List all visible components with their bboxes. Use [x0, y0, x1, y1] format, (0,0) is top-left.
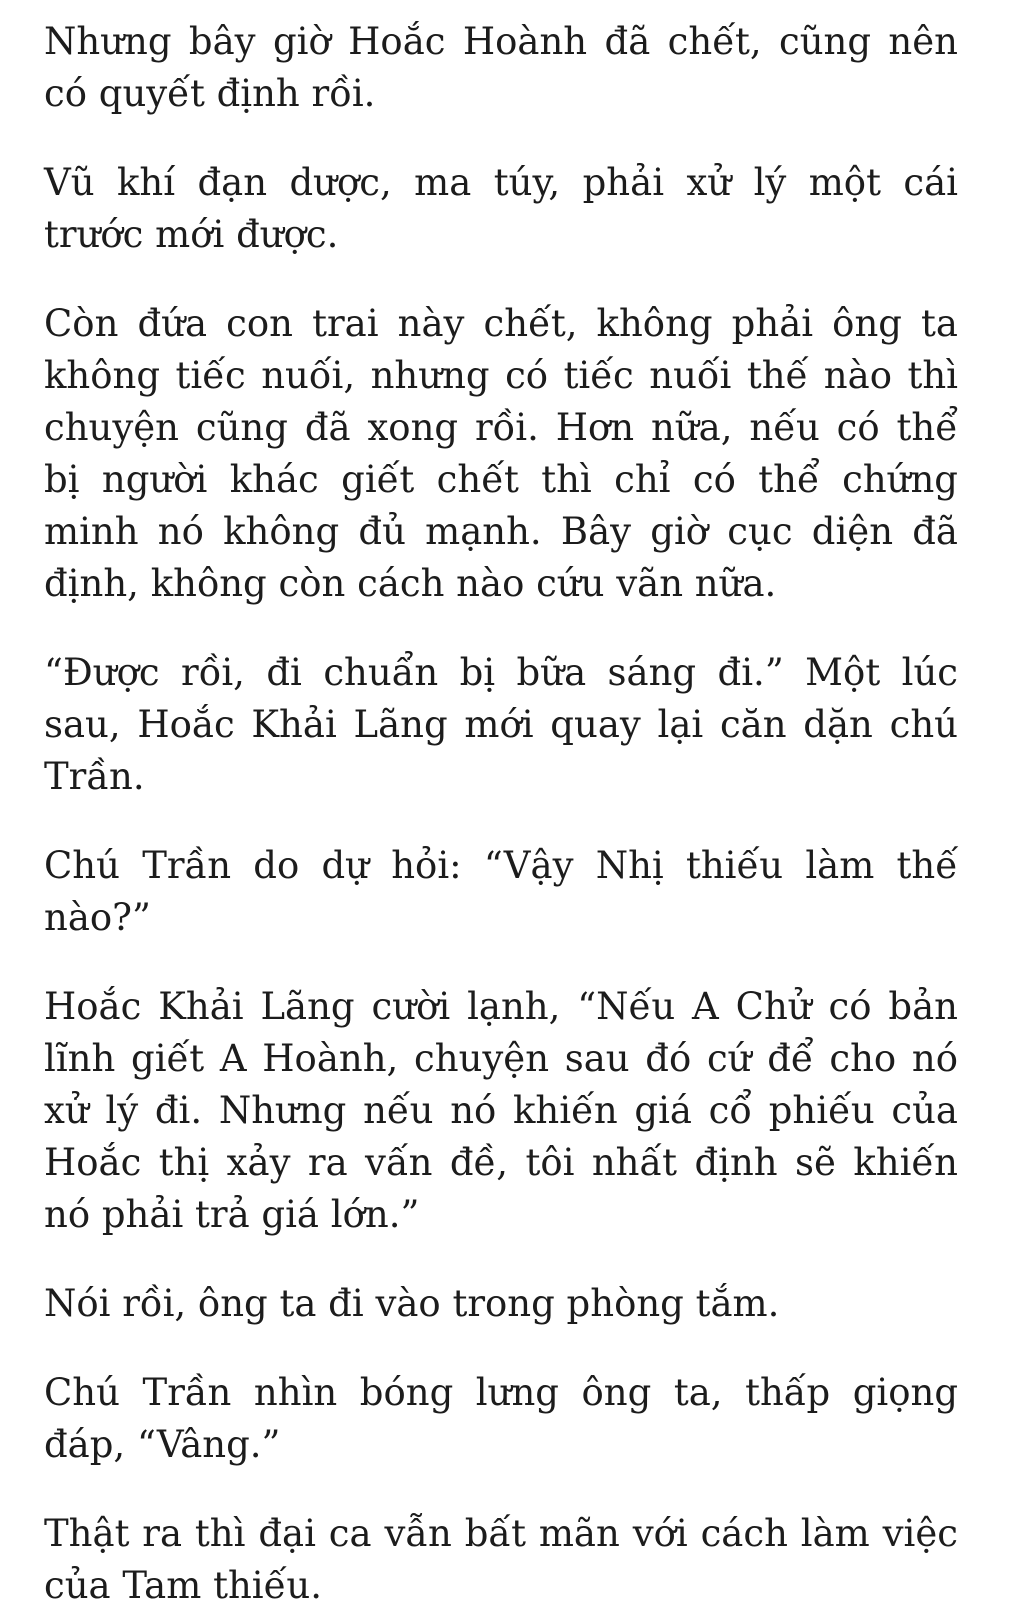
paragraph: Thật ra thì đại ca vẫn bất mãn với cách làm việc của Tam thiếu. — [44, 1512, 958, 1607]
paragraph: Chú Trần do dự hỏi: “Vậy Nhị thiếu làm thế nào?” — [44, 844, 958, 939]
paragraph: Nói rồi, ông ta đi vào trong phòng tắm. — [44, 1282, 780, 1325]
paragraph: “Được rồi, đi chuẩn bị bữa sáng đi.” Một lúc sau, Hoắc Khải Lãng mới quay lại căn dặn chú Trần. — [44, 651, 958, 798]
paragraph: Chú Trần nhìn bóng lưng ông ta, thấp giọng đáp, “Vâng.” — [44, 1371, 958, 1466]
paragraph: Còn đứa con trai này chết, không phải ông ta không tiếc nuối, nhưng có tiếc nuối thế nào thì chuyện cũng đã xong rồi. Hơn nữa, nếu có thể bị người khác giết chết thì chỉ có thể chứng minh nó không đủ mạnh. Bây giờ cục diện đã định, không còn cách nào cứu vãn nữa. — [44, 302, 958, 605]
paragraph: Hoắc Khải Lãng cười lạnh, “Nếu A Chử có bản lĩnh giết A Hoành, chuyện sau đó cứ để cho nó xử lý đi. Nhưng nếu nó khiến giá cổ phiếu của Hoắc thị xảy ra vấn đề, tôi nhất định sẽ khiến nó phải trả giá lớn.” — [44, 985, 958, 1236]
paragraph: Nhưng bây giờ Hoắc Hoành đã chết, cũng nên có quyết định rồi. — [44, 20, 958, 115]
paragraph: Vũ khí đạn dược, ma túy, phải xử lý một cái trước mới được. — [44, 161, 958, 256]
